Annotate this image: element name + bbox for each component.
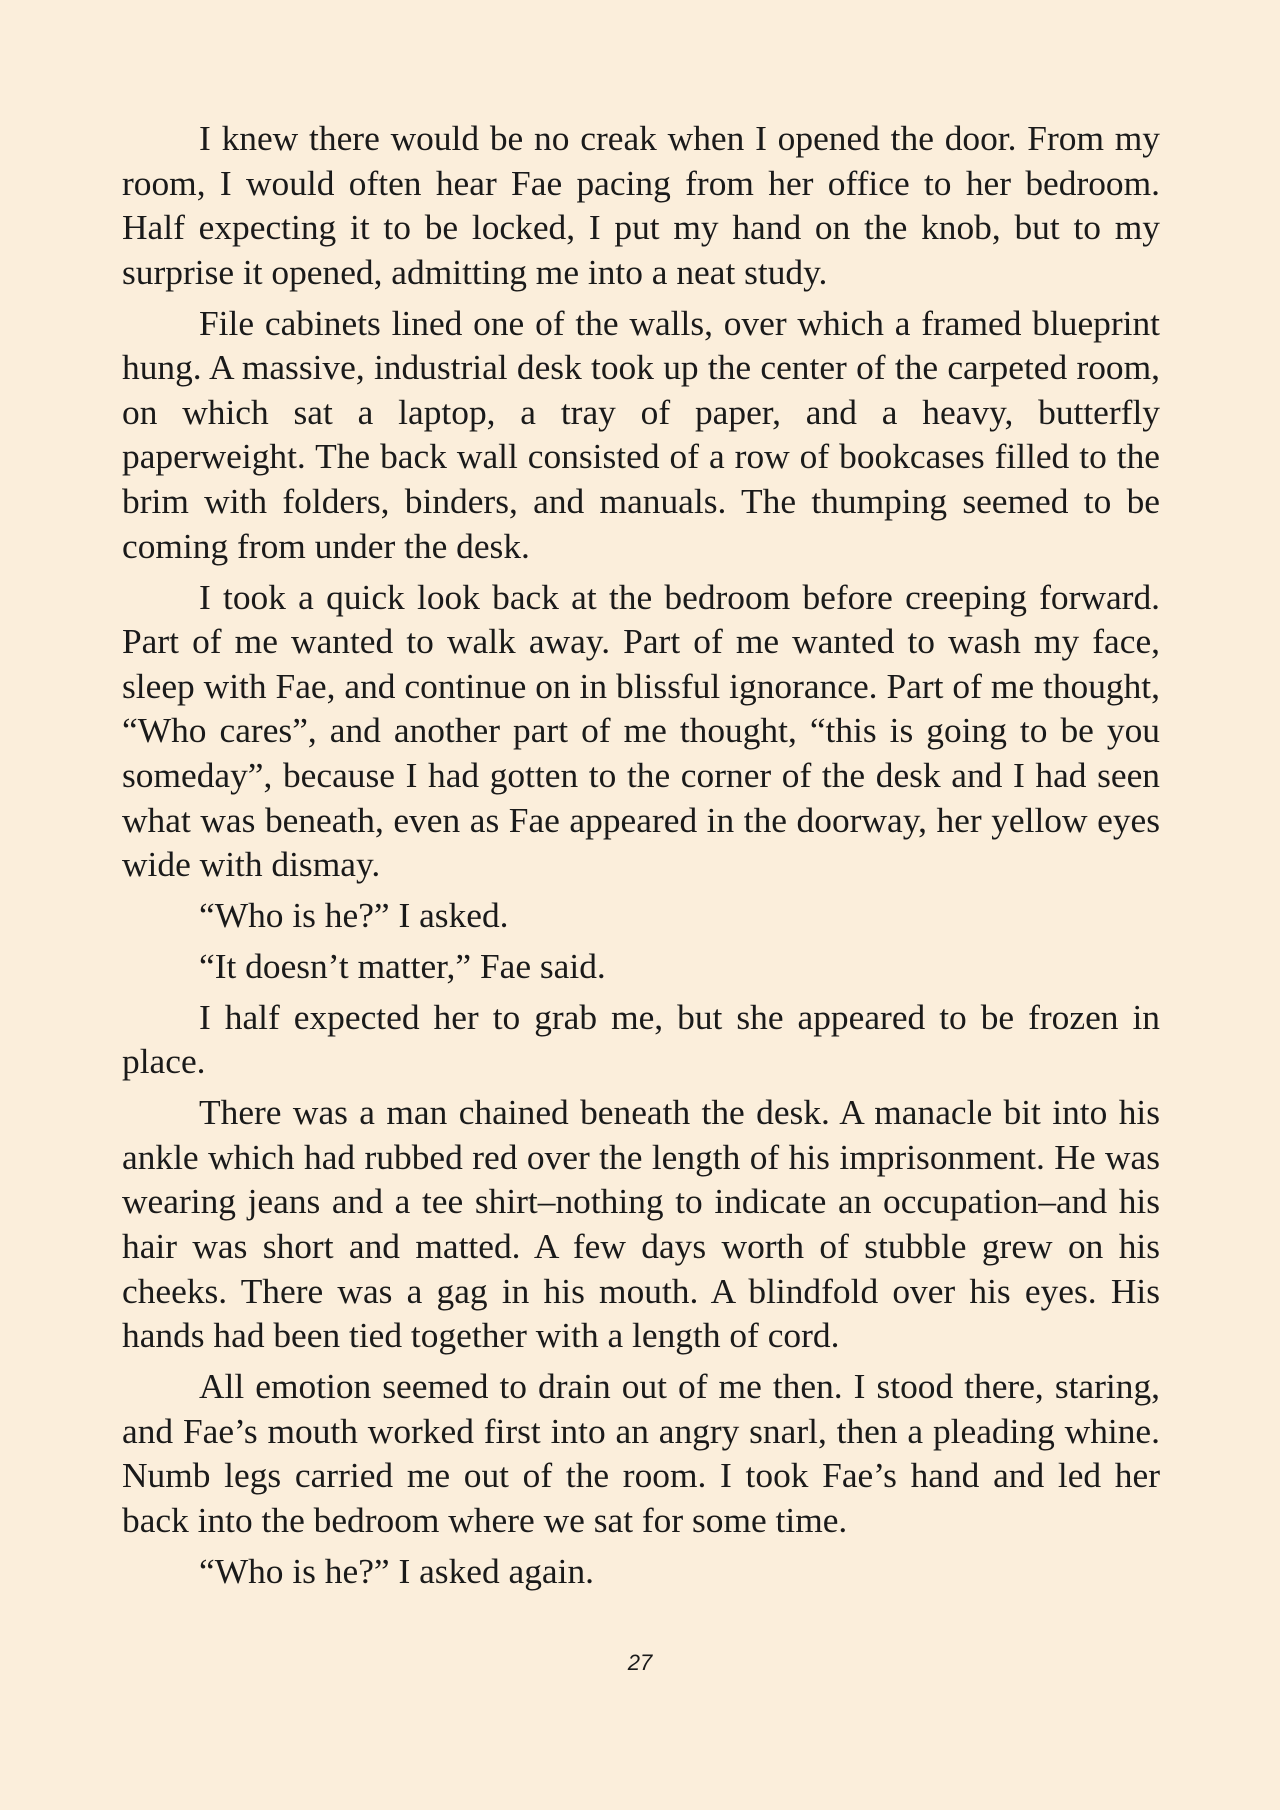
page-number: 27 [627,1650,653,1675]
paragraph: I knew there would be no creak when I opened the door. From my room, I would often hear Fae pacing from her office to her bedroom. Half expecting it to be locked, I put my hand on the knob, but to my surprise it opened, admitting me into a neat study. [122,118,1160,292]
paragraph: I half expected her to grab me, but she appeared to be frozen in place. [122,996,1160,1082]
body-text [122,116,1160,1600]
dialogue-paragraph: “Who is he?” I asked. [199,894,509,935]
paragraph: All emotion seemed to drain out of me then. I stood there, staring, and Fae’s mouth worked first into an angry snarl, then a pleading whine. Numb legs carried me out of the room. I took Fae’s hand and led her back into the bedroom where we sat for some time. [122,1366,1160,1540]
dialogue-paragraph: “Who is he?” I asked again. [199,1550,595,1591]
paragraph: File cabinets lined one of the walls, over which a framed blueprint hung. A massive, industrial desk took up the center of the carpeted room, on which sat a laptop, a tray of paper, and a heavy, butterfly paperweight. The back wall consisted of a row of bookcases filled to the brim with folders, binders, and manuals. The thumping seemed to be coming from under the desk. [122,302,1160,566]
paragraph: I took a quick look back at the bedroom before creeping forward. Part of me wanted to walk away. Part of me wanted to wash my face, sleep with Fae, and continue on in blissful ignorance. Part of me thought, “Who cares”, and another part of me thought, “this is going to be you someday”, because I had gotten to the corner of the desk and I had seen what was beneath, even as Fae appeared in the doorway, her yellow eyes wide with dismay. [122,576,1160,885]
paragraph: There was a man chained beneath the desk. A manacle bit into his ankle which had rubbed red over the length of his imprisonment. He was wearing jeans and a tee shirt–nothing to indicate an occupation–and his hair was short and matted. A few days worth of stubble grew on his cheeks. There was a gag in his mouth. A blindfold over his eyes. His hands had been tied together with a length of cord. [122,1092,1160,1356]
dialogue-paragraph: “It doesn’t matter,” Fae said. [199,945,606,986]
